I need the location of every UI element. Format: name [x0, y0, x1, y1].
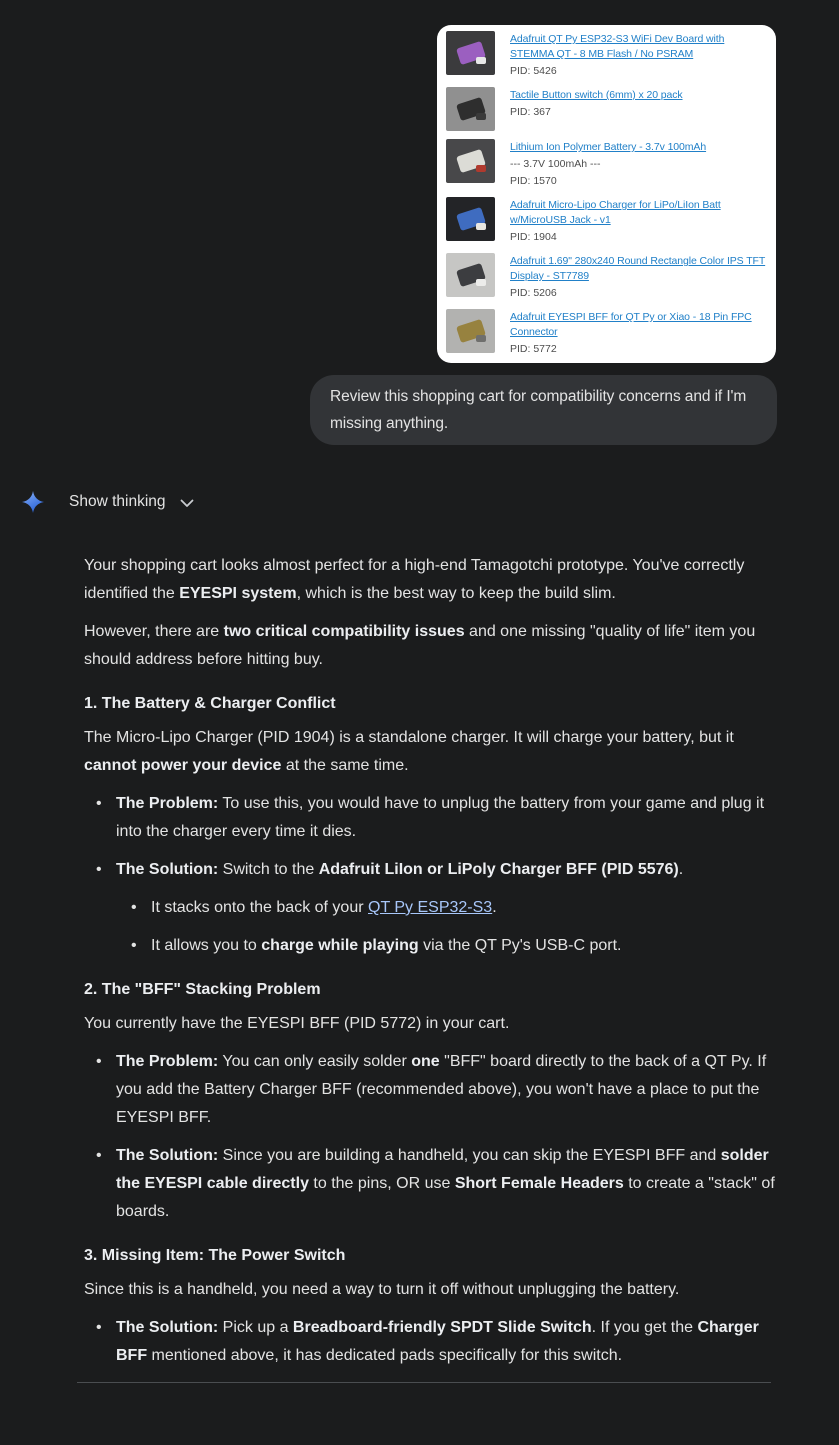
bullet-list: [84, 790, 784, 960]
section-heading: 3. Missing Item: The Power Switch: [84, 1247, 346, 1264]
response-divider: [77, 1382, 771, 1383]
text: You can only easily solder: [218, 1053, 412, 1070]
product-row: [446, 253, 767, 301]
text: However, there are: [84, 623, 224, 640]
product-subtitle: --- 3.7V 100mAh ---: [510, 158, 601, 170]
bullet-item: [84, 1142, 784, 1226]
bold-text: EYESPI system: [179, 585, 297, 602]
product-row: [446, 87, 767, 131]
bullet-item: [84, 856, 784, 960]
product-thumbnail: [446, 139, 495, 183]
user-message-text: Review this shopping cart for compatibility concerns and if I'm missing anything.: [330, 388, 747, 432]
product-row: [446, 309, 767, 357]
model-response: [84, 552, 784, 1383]
product-title-link: Adafruit EYESPI BFF for QT Py or Xiao - 18 Pin FPC Connector: [510, 311, 752, 338]
product-title-link: Adafruit Micro-Lipo Charger for LiPo/LiIon Batt w/MicroUSB Jack - v1: [510, 199, 721, 226]
product-photo-accent: [476, 223, 486, 230]
bullet-sublist: [121, 894, 784, 960]
product-photo-accent: [476, 57, 486, 64]
product-title-link: Tactile Button switch (6mm) x 20 pack: [510, 89, 683, 101]
product-pid: PID: 5772: [510, 343, 557, 355]
text: mentioned above, it has dedicated pads specifically for this switch.: [147, 1347, 623, 1364]
text: To use this, you would have to unplug the battery from your game and plug it into the charger every time it dies.: [116, 795, 765, 840]
text: . If you get the: [591, 1319, 698, 1336]
text: to the pins, OR use: [308, 1175, 455, 1192]
text: .: [492, 899, 497, 916]
bold-text: one: [411, 1053, 440, 1070]
bullet-item: [84, 1048, 784, 1132]
text: Your shopping cart looks almost perfect for a high-end Tamagotchi prototype. You've correctly identified the: [84, 557, 745, 602]
text: "BFF" board directly to the back of a QT Py. If you add the Battery Charger BFF (recommended above), you won't have a place to put the EYESPI BFF.: [116, 1053, 767, 1126]
product-thumbnail: [446, 31, 495, 75]
text: You currently have the EYESPI BFF (PID 5772) in your cart.: [84, 1015, 510, 1032]
cart-screenshot-attachment[interactable]: [437, 25, 776, 363]
text: at the same time.: [281, 757, 409, 774]
bullet-list: [84, 1048, 784, 1226]
chevron-down-icon: [180, 499, 194, 508]
product-pid: PID: 1570: [510, 175, 557, 187]
bold-text: Adafruit LiIon or LiPoly Charger BFF (PID 5576): [318, 861, 679, 878]
bullet-list: [84, 1314, 784, 1370]
text: It stacks onto the back of your: [151, 899, 368, 916]
bold-text: charge while playing: [261, 937, 419, 954]
text: .: [678, 861, 684, 878]
product-photo-accent: [476, 335, 486, 342]
bold-text: Breadboard-friendly SPDT Slide Switch: [292, 1319, 592, 1336]
product-pid: PID: 367: [510, 106, 551, 118]
bullet-item: [121, 894, 784, 922]
bold-text: Short Female Headers: [454, 1175, 624, 1192]
product-row: [446, 31, 767, 79]
product-pid: PID: 5206: [510, 287, 557, 299]
text: The Micro-Lipo Charger (PID 1904) is a standalone charger. It will charge your battery, but it: [84, 729, 734, 746]
product-title-link: Adafruit 1.69" 280x240 Round Rectangle Color IPS TFT Display - ST7789: [510, 255, 766, 282]
bold-text: two critical compatibility issues: [223, 623, 465, 640]
text: , which is the best way to keep the build slim.: [296, 585, 616, 602]
text: Switch to the: [218, 861, 319, 878]
bold-text: The Solution:: [116, 1319, 219, 1336]
section-heading: 2. The "BFF" Stacking Problem: [84, 981, 321, 998]
text: to create a "stack" of boards.: [116, 1175, 775, 1220]
user-message-bubble: [310, 375, 777, 445]
section-heading: 1. The Battery & Charger Conflict: [84, 695, 336, 712]
paragraph: [84, 552, 784, 608]
text: Pick up a: [218, 1319, 293, 1336]
qt-py-esp32-s3-link[interactable]: QT Py ESP32-S3: [368, 899, 493, 916]
bold-text: cannot power your device: [84, 757, 282, 774]
paragraph: [84, 1010, 784, 1038]
bullet-item: [84, 790, 784, 846]
product-title-link: Lithium Ion Polymer Battery - 3.7v 100mAh: [510, 141, 707, 153]
show-thinking-button[interactable]: [22, 490, 839, 514]
product-thumbnail: [446, 87, 495, 131]
bold-text: solder the EYESPI cable directly: [116, 1147, 769, 1192]
text: via the QT Py's USB-C port.: [418, 937, 622, 954]
product-thumbnail: [446, 197, 495, 241]
chat-container: [0, 25, 839, 1383]
paragraph: [84, 724, 784, 780]
show-thinking-label: Show thinking: [69, 493, 166, 510]
product-pid: PID: 1904: [510, 231, 557, 243]
product-pid: PID: 5426: [510, 65, 557, 77]
gemini-sparkle-icon: [22, 490, 44, 514]
product-row: [446, 139, 767, 189]
text: Since you are building a handheld, you can skip the EYESPI BFF and: [218, 1147, 721, 1164]
text: It allows you to: [151, 937, 262, 954]
product-thumbnail: [446, 253, 495, 297]
bold-text: The Solution:: [116, 861, 219, 878]
product-thumbnail: [446, 309, 495, 353]
product-title-link: Adafruit QT Py ESP32-S3 WiFi Dev Board with STEMMA QT - 8 MB Flash / No PSRAM: [510, 33, 725, 60]
bold-text: The Problem:: [116, 1053, 219, 1070]
text: Since this is a handheld, you need a way to turn it off without unplugging the battery.: [84, 1281, 680, 1298]
bullet-item: [121, 932, 784, 960]
bold-text: Charger BFF: [116, 1319, 759, 1364]
product-photo-accent: [476, 113, 486, 120]
bullet-item: [84, 1314, 784, 1370]
paragraph: [84, 1276, 784, 1304]
bold-text: The Solution:: [116, 1147, 219, 1164]
bold-text: The Problem:: [116, 795, 219, 812]
text: and one missing "quality of life" item you should address before hitting buy.: [84, 623, 756, 668]
product-photo-accent: [476, 165, 486, 172]
product-row: [446, 197, 767, 245]
product-photo-accent: [476, 279, 486, 286]
paragraph: [84, 618, 784, 674]
